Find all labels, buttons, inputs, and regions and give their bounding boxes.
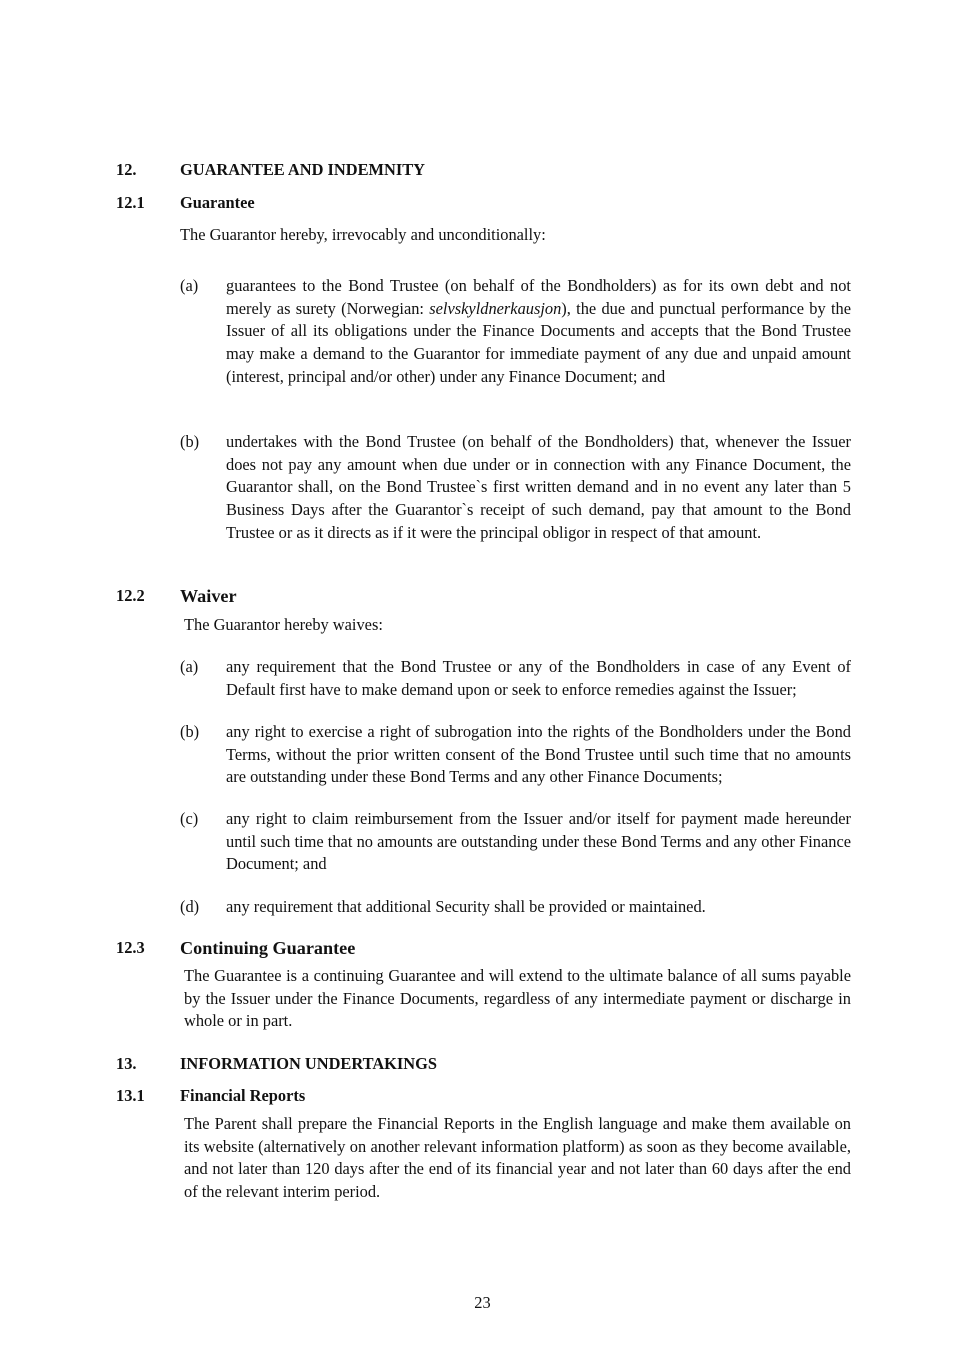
- section-13-1-text: The Parent shall prepare the Financial Reports in the English language and make them available on its website (alternatively on another relevant information platform) as soon as they become available, and not later than 120 days after the end of its financial year and not later than 60 days after the end of the relevant interim period.: [184, 1114, 851, 1202]
- section-12-1-item-a-text: [226, 275, 851, 389]
- section-12-2-item-b-label: (b): [180, 722, 200, 741]
- item-a-text-start: guarantees to the Bond Trustee (on behalf of the Bondholders) as for its own debt and not merely as surety (Norwegian:: [226, 276, 851, 318]
- section-12-1-intro: The Guarantor hereby, irrevocably and unconditionally:: [180, 225, 546, 244]
- section-12-2-title: Waiver: [180, 586, 237, 606]
- section-12-1-item-b-text: undertakes with the Bond Trustee (on behalf of the Bondholders) that, whenever the Issuer does not pay any amount when due under or in connection with any Finance Document, the Guarantor shall, on the Bond Trustee`s first written demand and in no event any later than 5 Business Days after the Guarantor`s receipt of such demand, pay that amount to the Bond Trustee or as it directs as if it were the principal obligor in respect of that amount.: [226, 432, 851, 542]
- section-12-1-item-a-label: (a): [180, 276, 199, 295]
- section-12-2-intro: The Guarantor hereby waives:: [184, 615, 383, 634]
- section-13-number: 13.: [116, 1054, 137, 1073]
- section-13-1-number: 13.1: [116, 1086, 145, 1105]
- section-12-2-item-c-label: (c): [180, 809, 199, 828]
- section-12-title: GUARANTEE AND INDEMNITY: [180, 160, 425, 179]
- item-a-text-end: ), the due and punctual performance by the Issuer of all its obligations under the Finance Documents and accepts that the Bond Trustee may make a demand to the Guarantor for immediate payment of any due and unpaid amount (interest, principal and/or other) under any Finance Document; and: [226, 298, 851, 386]
- section-12-2-item-d-text: any requirement that additional Security shall be provided or maintained.: [226, 897, 706, 916]
- section-12-3-number: 12.3: [116, 938, 145, 957]
- section-12-1-number: 12.1: [116, 193, 145, 212]
- page-number: 23: [474, 1293, 491, 1312]
- section-12-2-number: 12.2: [116, 586, 145, 605]
- section-13-1-title: Financial Reports: [180, 1086, 306, 1105]
- section-13-title: INFORMATION UNDERTAKINGS: [180, 1054, 437, 1073]
- section-12-2-item-c-text: any right to claim reimbursement from the Issuer and/or itself for payment made hereunder until such time that no amounts are outstanding under these Bond Terms and any other Finance Document; and: [226, 809, 851, 874]
- section-12-number: 12.: [116, 160, 137, 179]
- section-12-2-item-a-label: (a): [180, 657, 199, 676]
- section-12-3-text: The Guarantee is a continuing Guarantee and will extend to the ultimate balance of all sums payable by the Issuer under the Finance Documents, regardless of any intermediate payment or discharge in whole or in part.: [184, 966, 851, 1031]
- section-12-2-item-a-text: any requirement that the Bond Trustee or any of the Bondholders in case of any Event of Default first have to make demand upon or seek to enforce remedies against the Issuer;: [226, 657, 851, 699]
- section-12-3-title: Continuing Guarantee: [180, 938, 356, 958]
- section-12-2-item-d-label: (d): [180, 897, 200, 916]
- section-12-2-item-b-text: any right to exercise a right of subrogation into the rights of the Bondholders under the Bond Terms, without the prior written consent of the Bond Trustee until such time that no amounts are outstanding under these Bond Terms and any other Finance Documents;: [226, 722, 851, 787]
- section-12-1-item-b-label: (b): [180, 432, 200, 451]
- section-12-1-title: Guarantee: [180, 193, 255, 212]
- item-a-norwegian-term: selvskyldnerkausjon: [429, 298, 562, 318]
